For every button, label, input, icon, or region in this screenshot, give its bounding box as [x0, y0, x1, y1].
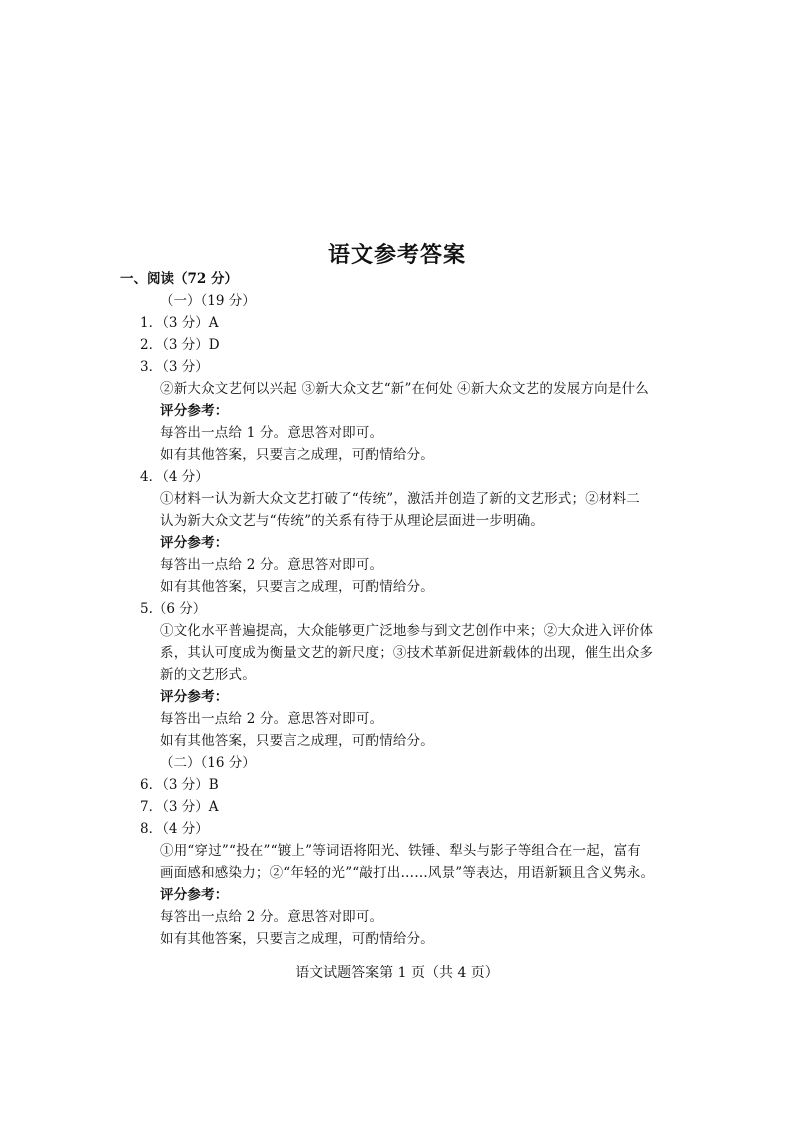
answer-line: 如有其他答案，只要言之成理，可酌情给分。	[160, 931, 434, 947]
answer-line: 认为新大众文艺与“传统”的关系有待于从理论层面进一步明确。	[160, 513, 545, 529]
answer-line: ①材料一认为新大众文艺打破了“传统”，激活并创造了新的文艺形式；②材料二	[160, 491, 641, 507]
answer-line: 每答出一点给 1 分。意思答对即可。	[160, 425, 384, 441]
scoring-reference-label: 评分参考：	[160, 535, 229, 551]
answer-line: ②新大众文艺何以兴起 ③新大众文艺“新”在何处 ④新大众文艺的发展方向是什么	[160, 381, 649, 397]
question-number: 6．（3 分）B	[140, 777, 219, 793]
scoring-reference-label: 评分参考：	[160, 403, 229, 419]
question-number: 7．（3 分）A	[140, 799, 219, 815]
subsection-heading: （一）（19 分）	[160, 293, 256, 309]
answer-line: 新的文艺形式。	[160, 667, 256, 683]
scoring-reference-label: 评分参考：	[160, 689, 229, 705]
answer-line: 每答出一点给 2 分。意思答对即可。	[160, 557, 384, 573]
answer-line: 画面感和感染力；②“年轻的光”“敲打出……风景”等表达，用语新颖且含义隽永。	[160, 865, 655, 881]
answer-line: 如有其他答案，只要言之成理，可酌情给分。	[160, 733, 434, 749]
answer-line: 如有其他答案，只要言之成理，可酌情给分。	[160, 579, 434, 595]
scoring-reference-label: 评分参考：	[160, 887, 229, 903]
answer-line: ①用“穿过”“投在”“镀上”等词语将阳光、铁锤、犁头与影子等组合在一起，富有	[160, 843, 642, 859]
question-number: 2．（3 分）D	[140, 337, 220, 353]
page-footer: 语文试题答案第 1 页（共 4 页）	[295, 965, 499, 981]
question-number: 8．（4 分）	[140, 821, 209, 837]
answer-line: ①文化水平普遍提高，大众能够更广泛地参与到文艺创作中来；②大众进入评价体	[160, 623, 654, 639]
page-title: 语文参考答案	[327, 242, 466, 268]
question-number: 3．（3 分）	[140, 359, 209, 375]
question-number: 5.（6 分）	[140, 601, 207, 617]
answer-content	[0, 268, 794, 950]
question-number: 4．（4 分）	[140, 469, 209, 485]
section-heading: 一、阅读（72 分）	[120, 271, 238, 287]
answer-line: 系，其认可度成为衡量文艺的新尺度；③技术革新促进新载体的出现，催生出众多	[160, 645, 654, 661]
subsection-heading: （二）（16 分）	[160, 755, 256, 771]
answer-line: 每答出一点给 2 分。意思答对即可。	[160, 711, 384, 727]
answer-line: 如有其他答案，只要言之成理，可酌情给分。	[160, 447, 434, 463]
question-number: 1．（3 分）A	[140, 315, 219, 331]
answer-line: 每答出一点给 2 分。意思答对即可。	[160, 909, 384, 925]
